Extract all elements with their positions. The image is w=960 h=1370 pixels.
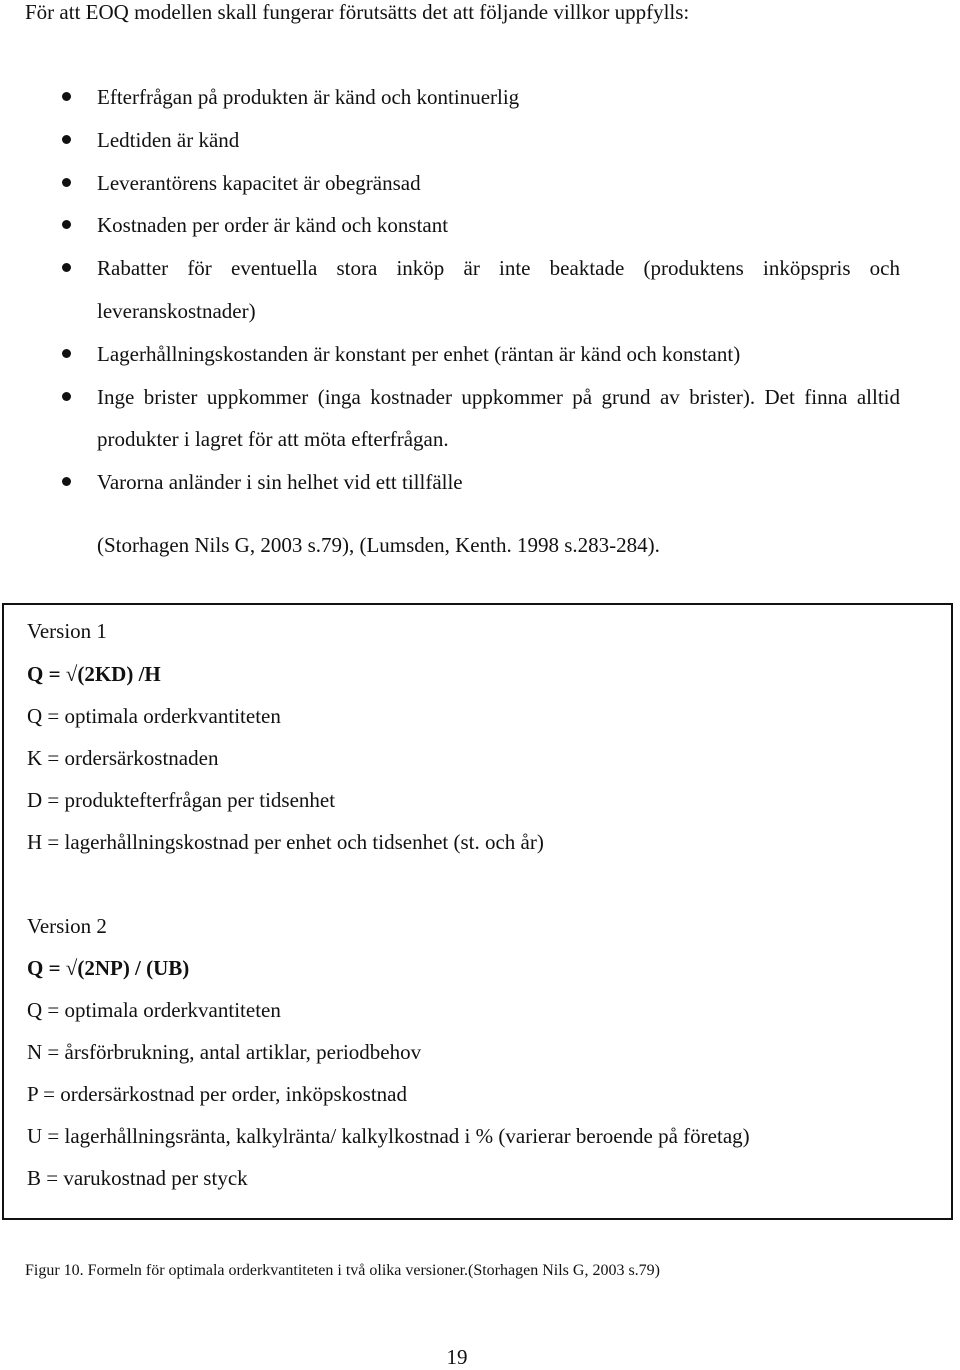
bullet-icon bbox=[62, 392, 71, 401]
condition-text: Rabatter för eventuella stora inköp är inte beaktade (produktens inköpspris och leveranskostnader) bbox=[97, 256, 900, 323]
bullet-icon bbox=[62, 349, 71, 358]
version-1-definition: H = lagerhållningskostnad per enhet och tidsenhet (st. och år) bbox=[27, 830, 544, 854]
version-1-formula: Q = √(2KD) /H bbox=[27, 662, 161, 686]
bullet-icon bbox=[62, 220, 71, 229]
version-1-definition: D = produktefterfrågan per tidsenhet bbox=[27, 788, 336, 812]
condition-text: Leverantörens kapacitet är obegränsad bbox=[97, 170, 421, 195]
condition-text: Kostnaden per order är känd och konstant bbox=[97, 213, 449, 238]
condition-item bbox=[0, 119, 960, 162]
page-number: 19 bbox=[446, 1345, 468, 1369]
condition-item bbox=[0, 76, 960, 119]
version-2-definition: P = ordersärkostnad per order, inköpskostnad bbox=[27, 1082, 407, 1106]
condition-item bbox=[0, 376, 960, 462]
citation: (Storhagen Nils G, 2003 s.79), (Lumsden, Kenth. 1998 s.283-284). bbox=[97, 533, 660, 557]
condition-item bbox=[0, 204, 960, 247]
bullet-icon bbox=[62, 477, 71, 486]
version-2-definition: N = årsförbrukning, antal artiklar, periodbehov bbox=[27, 1040, 422, 1064]
version-1-title: Version 1 bbox=[27, 619, 107, 643]
bullet-icon bbox=[62, 263, 71, 272]
version-1-definition: Q = optimala orderkvantiteten bbox=[27, 704, 281, 728]
condition-item bbox=[0, 461, 960, 504]
version-2-definition: U = lagerhållningsränta, kalkylränta/ kalkylkostnad i % (varierar beroende på företag) bbox=[27, 1124, 750, 1148]
bullet-icon bbox=[62, 135, 71, 144]
figure-caption: Figur 10. Formeln för optimala orderkvantiteten i två olika versioner.(Storhagen Nils G, 2003 s.79) bbox=[25, 1262, 660, 1279]
formula-box bbox=[2, 603, 953, 1220]
eoq-conditions-list bbox=[0, 76, 960, 504]
version-2-definition: Q = optimala orderkvantiteten bbox=[27, 998, 281, 1022]
condition-item bbox=[0, 247, 960, 333]
intro-paragraph: För att EOQ modellen skall fungerar förutsätts det att följande villkor uppfylls: bbox=[25, 0, 690, 24]
version-2-definition: B = varukostnad per styck bbox=[27, 1166, 248, 1190]
condition-text: Inge brister uppkommer (inga kostnader uppkommer på grund av brister). Det finna alltid produkter i lagret för att möta efterfrågan. bbox=[97, 384, 900, 452]
condition-text: Efterfrågan på produkten är känd och kontinuerlig bbox=[97, 85, 520, 109]
bullet-icon bbox=[62, 178, 71, 187]
condition-text: Ledtiden är känd bbox=[97, 127, 240, 152]
bullet-icon bbox=[62, 92, 71, 101]
version-1-definition: K = ordersärkostnaden bbox=[27, 746, 219, 770]
condition-item bbox=[0, 162, 960, 205]
version-2-title: Version 2 bbox=[27, 914, 107, 938]
condition-text: Varorna anländer i sin helhet vid ett tillfälle bbox=[97, 470, 463, 495]
condition-text: Lagerhållningskostanden är konstant per enhet (räntan är känd och konstant) bbox=[97, 341, 741, 366]
condition-item bbox=[0, 333, 960, 376]
version-2-formula: Q = √(2NP) / (UB) bbox=[27, 956, 190, 980]
